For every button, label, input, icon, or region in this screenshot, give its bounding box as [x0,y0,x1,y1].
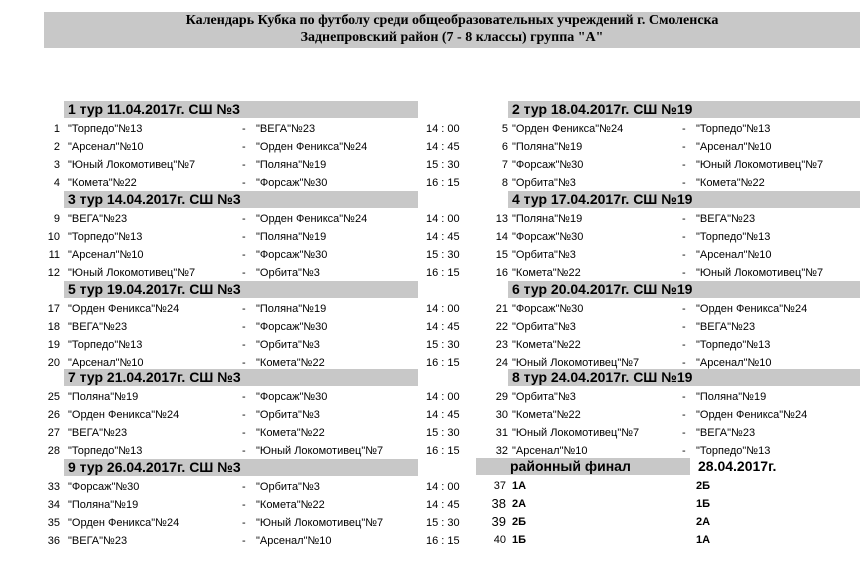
home-team: "Арсенал"№10 [68,141,144,153]
home-team: "Орден Феникса"№24 [512,123,624,135]
separator: - [242,303,246,315]
match-row [0,406,860,424]
separator: - [242,159,246,171]
home-team: "Форсаж"№30 [512,231,584,243]
match-number: 40 [493,534,506,546]
away-team: "Поляна"№19 [256,231,327,243]
match-row [0,300,860,318]
away-team: "Форсаж"№30 [256,321,328,333]
away-team: "ВЕГА"№23 [256,123,316,135]
match-number: 4 [53,177,60,189]
match-number: 11 [48,249,60,261]
away-team: "Торпедо"№13 [696,231,771,243]
match-number: 8 [501,177,508,189]
match-number: 12 [47,267,60,279]
separator: - [682,177,686,189]
match-number: 14 [495,231,508,243]
home-team: "Форсаж"№30 [512,303,584,315]
away-team: "Комета"№22 [696,177,765,189]
round-header: 2 тур 18.04.2017г. СШ №19 [508,101,860,118]
match-row [0,424,860,442]
away-team: "Орбита"№3 [256,339,320,351]
home-team: "ВЕГА"№23 [68,213,128,225]
match-number: 24 [495,357,508,369]
home-team: "Орден Феникса"№24 [68,517,180,529]
separator: - [682,267,686,279]
match-time: 14 : 00 [426,213,460,225]
title-line-2: Заднепровский район (7 - 8 классы) группа "А" [300,30,604,45]
away-team: "Юный Локомотивец"№7 [256,517,384,529]
match-number: 22 [495,321,508,333]
separator: - [682,427,686,439]
match-time: 15 : 30 [426,249,460,261]
match-number: 38 [491,496,506,511]
home-team: "Юный Локомотивец"№7 [68,267,196,279]
match-number: 29 [495,391,508,403]
match-time: 14 : 00 [426,391,460,403]
home-team: "Форсаж"№30 [68,481,140,493]
separator: - [242,177,246,189]
final-header: районный финал [476,458,690,475]
round-header: 6 тур 20.04.2017г. СШ №19 [508,281,860,298]
match-number: 21 [495,303,508,315]
home-slot: 1А [512,480,527,492]
home-team: "ВЕГА"№23 [68,321,128,333]
match-time: 16 : 15 [426,535,460,547]
home-team: "Торпедо"№13 [68,339,143,351]
match-number: 26 [47,409,60,421]
away-team: "Торпедо"№13 [696,123,771,135]
home-team: "ВЕГА"№23 [68,427,128,439]
match-row [0,264,860,282]
match-number: 15 [495,249,508,261]
home-team: "Комета"№22 [512,339,581,351]
match-number: 3 [53,159,60,171]
match-time: 14 : 00 [426,481,460,493]
home-slot: 1Б [512,534,527,546]
separator: - [242,141,246,153]
home-team: "ВЕГА"№23 [68,535,128,547]
away-team: "Торпедо"№13 [696,445,771,457]
page-title [44,12,860,48]
match-number: 31 [495,427,508,439]
match-row [0,210,860,228]
final-date: 28.04.2017г. [698,458,777,474]
match-row [0,174,860,192]
away-slot: 2Б [696,480,711,492]
match-time: 15 : 30 [426,517,460,529]
home-team: "Орбита"№3 [512,249,576,261]
away-team: "Поляна"№19 [256,159,327,171]
match-number: 39 [491,514,506,529]
away-team: "ВЕГА"№23 [696,213,756,225]
match-number: 32 [495,445,508,457]
away-team: "Комета"№22 [256,427,325,439]
home-team: "Форсаж"№30 [512,159,584,171]
away-team: "Орден Феникса"№24 [696,303,808,315]
home-team: "Комета"№22 [512,409,581,421]
away-team: "Орбита"№3 [256,481,320,493]
away-team: "Арсенал"№10 [696,357,772,369]
match-number: 25 [47,391,60,403]
round-header: 1 тур 11.04.2017г. СШ №3 [64,101,418,118]
separator: - [242,517,246,529]
match-number: 5 [501,123,508,135]
match-number: 27 [47,427,60,439]
away-team: "Орбита"№3 [256,409,320,421]
away-team: "Юный Локомотивец"№7 [256,445,384,457]
away-team: "Торпедо"№13 [696,339,771,351]
away-team: "Орден Феникса"№24 [696,409,808,421]
away-team: "Арсенал"№10 [696,249,772,261]
separator: - [242,499,246,511]
home-team: "Поляна"№19 [512,213,583,225]
home-team: "Юный Локомотивец"№7 [68,159,196,171]
away-slot: 2А [696,516,711,528]
separator: - [242,249,246,261]
home-team: "Поляна"№19 [512,141,583,153]
match-number: 10 [47,231,60,243]
away-team: "Орбита"№3 [256,267,320,279]
separator: - [242,445,246,457]
home-team: "Арсенал"№10 [68,249,144,261]
match-number: 34 [47,499,60,511]
separator: - [242,481,246,493]
separator: - [682,357,686,369]
match-number: 18 [47,321,60,333]
match-time: 16 : 15 [426,357,460,369]
away-team: "Арсенал"№10 [256,535,332,547]
home-team: "Поляна"№19 [68,499,139,511]
separator: - [242,391,246,403]
separator: - [682,303,686,315]
round-header: 9 тур 26.04.2017г. СШ №3 [64,459,418,476]
match-row [0,388,860,406]
away-team: "Юный Локомотивец"№7 [696,159,824,171]
separator: - [242,427,246,439]
match-row [0,228,860,246]
home-team: "Торпедо"№13 [68,445,143,457]
separator: - [242,535,246,547]
final-match-row [0,531,860,549]
match-number: 1 [53,123,60,135]
round-header: 3 тур 14.04.2017г. СШ №3 [64,191,418,208]
match-number: 17 [47,303,60,315]
match-time: 14 : 45 [426,499,460,511]
home-slot: 2А [512,498,527,510]
match-number: 6 [501,141,508,153]
home-team: "Юный Локомотивец"№7 [512,357,640,369]
away-team: "ВЕГА"№23 [696,427,756,439]
match-row [0,246,860,264]
away-slot: 1Б [696,498,711,510]
final-match-row [0,513,860,531]
round-header: 5 тур 19.04.2017г. СШ №3 [64,281,418,298]
match-time: 16 : 15 [426,445,460,457]
separator: - [242,231,246,243]
match-row [0,138,860,156]
match-row [0,336,860,354]
away-team: "Арсенал"№10 [696,141,772,153]
away-team: "Форсаж"№30 [256,391,328,403]
away-team: "Форсаж"№30 [256,177,328,189]
match-number: 19 [47,339,60,351]
match-row [0,120,860,138]
match-time: 14 : 45 [426,321,460,333]
home-team: "Поляна"№19 [68,391,139,403]
away-team: "Поляна"№19 [696,391,767,403]
away-team: "Орден Феникса"№24 [256,213,368,225]
away-team: "Поляна"№19 [256,303,327,315]
match-number: 33 [47,481,60,493]
home-team: "Торпедо"№13 [68,231,143,243]
home-team: "Орден Феникса"№24 [68,409,180,421]
match-number: 37 [493,480,506,492]
separator: - [242,267,246,279]
separator: - [242,123,246,135]
home-team: "Орден Феникса"№24 [68,303,180,315]
match-number: 36 [47,535,60,547]
separator: - [242,409,246,421]
home-team: "Орбита"№3 [512,321,576,333]
away-team: "Комета"№22 [256,357,325,369]
match-time: 15 : 30 [426,159,460,171]
separator: - [682,213,686,225]
separator: - [682,159,686,171]
match-time: 16 : 15 [426,177,460,189]
title-line-1: Календарь Кубка по футболу среди общеобразовательных учреждений г. Смоленска [185,13,719,28]
match-time: 16 : 15 [426,267,460,279]
match-time: 15 : 30 [426,339,460,351]
separator: - [242,321,246,333]
away-team: "ВЕГА"№23 [696,321,756,333]
separator: - [682,339,686,351]
match-number: 20 [47,357,60,369]
final-match-row [0,495,860,513]
round-header: 7 тур 21.04.2017г. СШ №3 [64,369,418,386]
home-team: "Орбита"№3 [512,177,576,189]
match-time: 15 : 30 [426,427,460,439]
match-number: 35 [47,517,60,529]
away-team: "Комета"№22 [256,499,325,511]
match-row [0,318,860,336]
separator: - [242,213,246,225]
separator: - [682,445,686,457]
match-number: 9 [53,213,60,225]
home-team: "Торпедо"№13 [68,123,143,135]
separator: - [242,357,246,369]
match-number: 28 [47,445,60,457]
separator: - [682,141,686,153]
separator: - [682,231,686,243]
round-header: 8 тур 24.04.2017г. СШ №19 [508,369,860,386]
match-number: 13 [495,213,508,225]
match-row [0,156,860,174]
round-header: 4 тур 17.04.2017г. СШ №19 [508,191,860,208]
home-team: "Арсенал"№10 [512,445,588,457]
separator: - [682,321,686,333]
match-number: 16 [495,267,508,279]
home-team: "Арсенал"№10 [68,357,144,369]
match-number: 7 [501,159,508,171]
final-match-row [0,477,860,495]
match-number: 30 [495,409,508,421]
away-team: "Форсаж"№30 [256,249,328,261]
separator: - [682,391,686,403]
match-time: 14 : 45 [426,231,460,243]
match-time: 14 : 00 [426,123,460,135]
match-time: 14 : 45 [426,141,460,153]
separator: - [682,123,686,135]
match-number: 2 [53,141,60,153]
separator: - [682,249,686,261]
away-team: "Юный Локомотивец"№7 [696,267,824,279]
home-slot: 2Б [512,516,527,528]
home-team: "Комета"№22 [68,177,137,189]
home-team: "Комета"№22 [512,267,581,279]
home-team: "Юный Локомотивец"№7 [512,427,640,439]
separator: - [242,339,246,351]
away-team: "Орден Феникса"№24 [256,141,368,153]
home-team: "Орбита"№3 [512,391,576,403]
match-time: 14 : 00 [426,303,460,315]
match-time: 14 : 45 [426,409,460,421]
match-number: 23 [495,339,508,351]
away-slot: 1А [696,534,711,546]
separator: - [682,409,686,421]
